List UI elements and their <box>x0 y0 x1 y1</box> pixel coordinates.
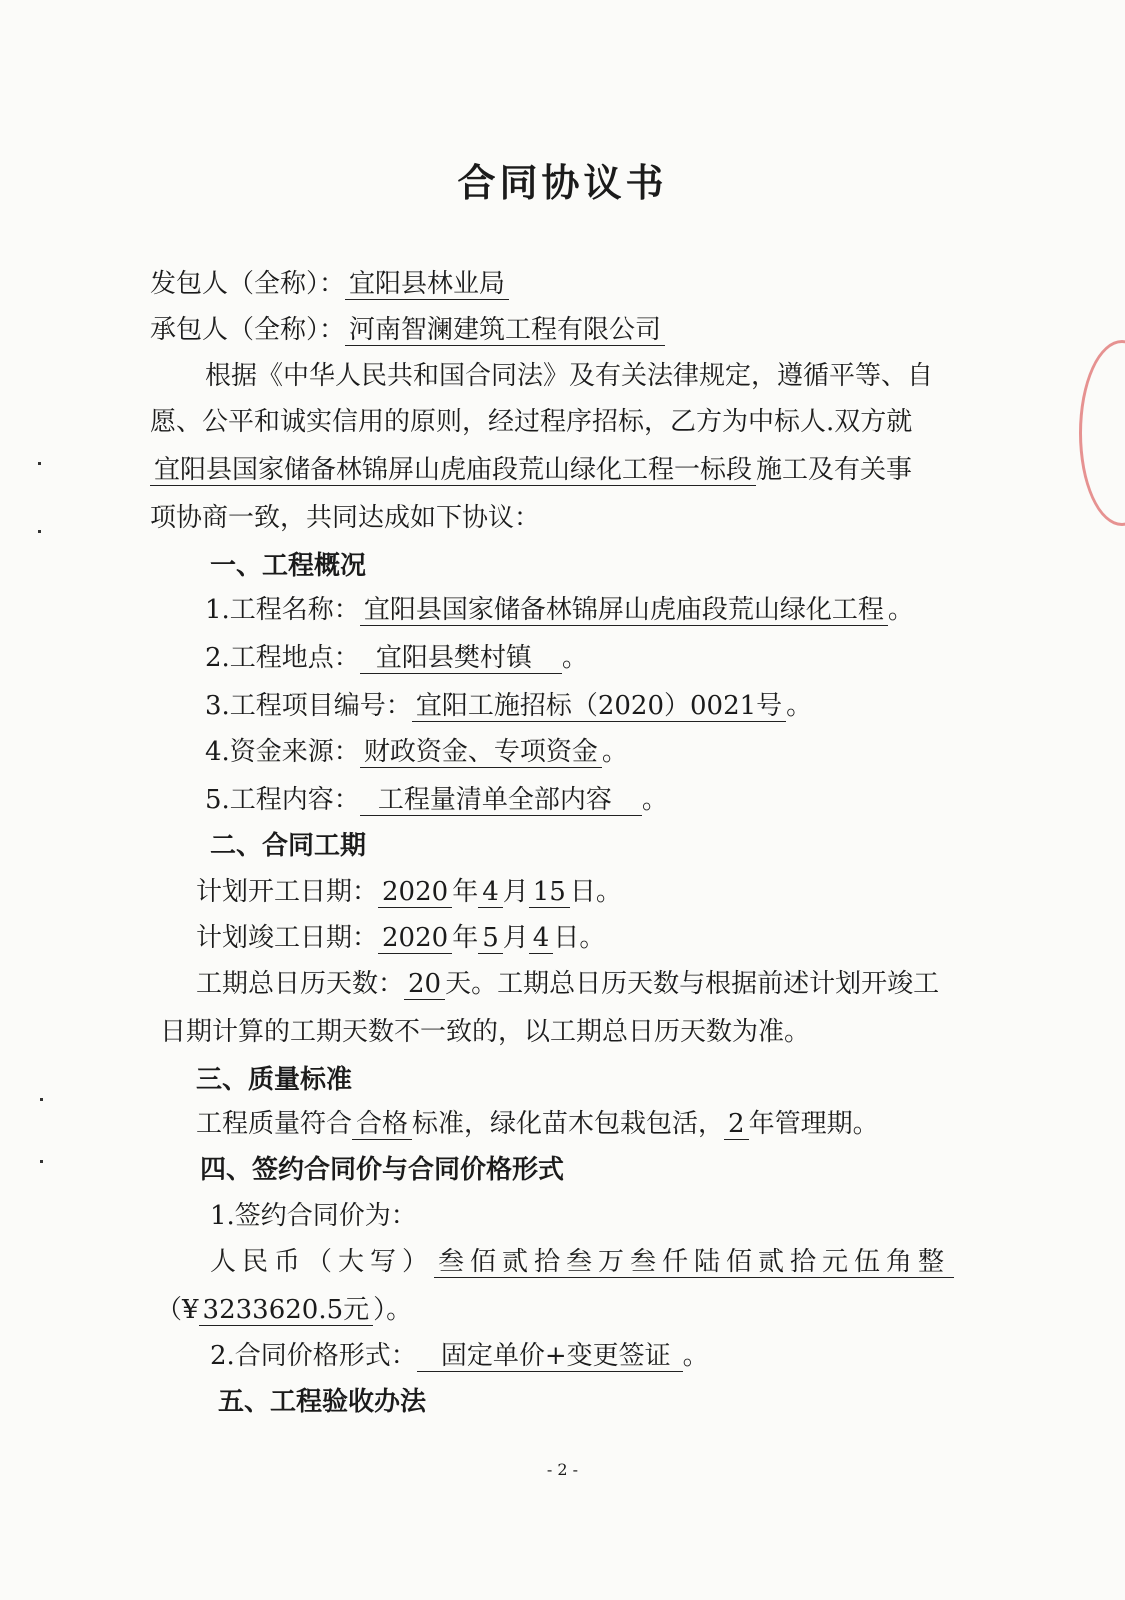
section-2-heading: 二、合同工期 <box>210 831 367 861</box>
maintenance-years: 2 <box>724 1109 749 1140</box>
period: 。 <box>887 595 914 625</box>
year-unit: 年 <box>452 923 479 953</box>
scan-speck <box>40 1098 43 1101</box>
year-unit: 年 <box>452 877 479 907</box>
scan-speck <box>40 1160 43 1163</box>
quality-line <box>196 1106 879 1142</box>
funding-line <box>205 734 628 770</box>
period: 。 <box>786 691 813 721</box>
intro-line-2: 愿、公平和诚实信用的原则，经过程序招标，乙方为中标人.双方就 <box>150 407 913 437</box>
open-paren: （¥ <box>156 1295 199 1325</box>
content-line <box>205 782 668 818</box>
funding-value: 财政资金、专项资金 <box>360 737 602 768</box>
period: 。 <box>561 643 588 673</box>
day-unit: 日。 <box>569 877 622 907</box>
section-4-heading: 四、签约合同价与合同价格形式 <box>200 1155 565 1185</box>
project-name-value: 宜阳县国家储备林锦屏山虎庙段荒山绿化工程 <box>360 595 888 626</box>
rmb-label: 人民币（大写） <box>210 1247 435 1277</box>
start-date-line <box>196 874 622 910</box>
red-seal-edge <box>1079 340 1125 526</box>
employer-line <box>150 266 509 302</box>
quality-standard: 合格 <box>352 1109 412 1140</box>
intro-line-1: 根据《中华人民共和国合同法》及有关法律规定，遵循平等、自 <box>205 361 934 391</box>
project-code-label: 3.工程项目编号： <box>205 691 412 721</box>
month-unit: 月 <box>502 877 529 907</box>
quality-text-3: 年管理期。 <box>748 1109 879 1139</box>
project-section-name: 宜阳县国家储备林锦屏山虎庙段荒山绿化工程一标段 <box>150 455 756 486</box>
rmb-line <box>210 1244 954 1280</box>
start-year: 2020 <box>378 877 452 908</box>
section-3-heading: 三、质量标准 <box>196 1065 353 1095</box>
project-name-label: 1.工程名称： <box>205 595 360 625</box>
content-label: 5.工程内容： <box>205 785 360 815</box>
close-paren: ）。 <box>373 1295 413 1325</box>
project-name-line <box>205 592 914 628</box>
intro-line-3 <box>150 452 912 488</box>
duration-line <box>196 966 939 1002</box>
price-form-line <box>210 1338 709 1374</box>
project-code-line <box>205 688 812 724</box>
numeric-amount-line <box>156 1292 412 1328</box>
duration-label: 工期总日历天数： <box>196 969 405 999</box>
section-5-heading: 五、工程验收办法 <box>218 1387 427 1417</box>
page-number: - 2 - <box>546 1460 579 1479</box>
period: 。 <box>641 785 668 815</box>
project-code-value: 宜阳工施招标（2020）0021号 <box>412 691 786 722</box>
period: 。 <box>682 1341 709 1371</box>
employer-label: 发包人（全称）： <box>150 269 346 299</box>
funding-label: 4.资金来源： <box>205 737 360 767</box>
end-year: 2020 <box>378 923 452 954</box>
start-day: 15 <box>529 877 570 908</box>
numeric-amount: 3233620.5元 <box>199 1295 374 1326</box>
end-date-line <box>196 920 605 956</box>
section-1-heading: 一、工程概况 <box>210 551 367 581</box>
end-day: 4 <box>529 923 554 954</box>
project-location-value: 宜阳县樊村镇 <box>360 643 562 674</box>
contract-price-label: 1.签约合同价为： <box>210 1201 417 1231</box>
contractor-value: 河南智澜建筑工程有限公司 <box>345 315 665 346</box>
quality-text-2: 标准，绿化苗木包栽包活， <box>412 1109 725 1139</box>
price-form-label: 2.合同价格形式： <box>210 1341 417 1371</box>
quality-text-1: 工程质量符合 <box>196 1109 353 1139</box>
end-date-label: 计划竣工日期： <box>196 923 379 953</box>
intro-line-4: 项协商一致，共同达成如下协议： <box>150 503 541 533</box>
day-unit: 日。 <box>553 923 606 953</box>
employer-value: 宜阳县林业局 <box>345 269 509 300</box>
rmb-amount-words: 叁佰贰拾叁万叁仟陆佰贰拾元伍角整 <box>434 1247 954 1278</box>
project-location-label: 2.工程地点： <box>205 643 360 673</box>
contractor-label: 承包人（全称）： <box>150 315 346 345</box>
duration-line-2: 日期计算的工期天数不一致的，以工期总日历天数为准。 <box>160 1017 811 1047</box>
month-unit: 月 <box>502 923 529 953</box>
start-month: 4 <box>478 877 503 908</box>
contractor-line <box>150 312 665 348</box>
content-value: 工程量清单全部内容 <box>360 785 642 816</box>
period: 。 <box>601 737 628 767</box>
start-date-label: 计划开工日期： <box>196 877 379 907</box>
duration-value: 20 <box>404 969 445 1000</box>
intro-line-3-rest: 施工及有关事 <box>756 455 913 485</box>
page-title: 合同协议书 <box>457 160 668 205</box>
scan-speck <box>38 462 41 465</box>
project-location-line <box>205 640 588 676</box>
end-month: 5 <box>478 923 503 954</box>
price-form-value: 固定单价+变更签证 <box>417 1341 683 1372</box>
duration-rest: 天。工期总日历天数与根据前述计划开竣工 <box>445 969 940 999</box>
scan-speck <box>38 530 41 533</box>
